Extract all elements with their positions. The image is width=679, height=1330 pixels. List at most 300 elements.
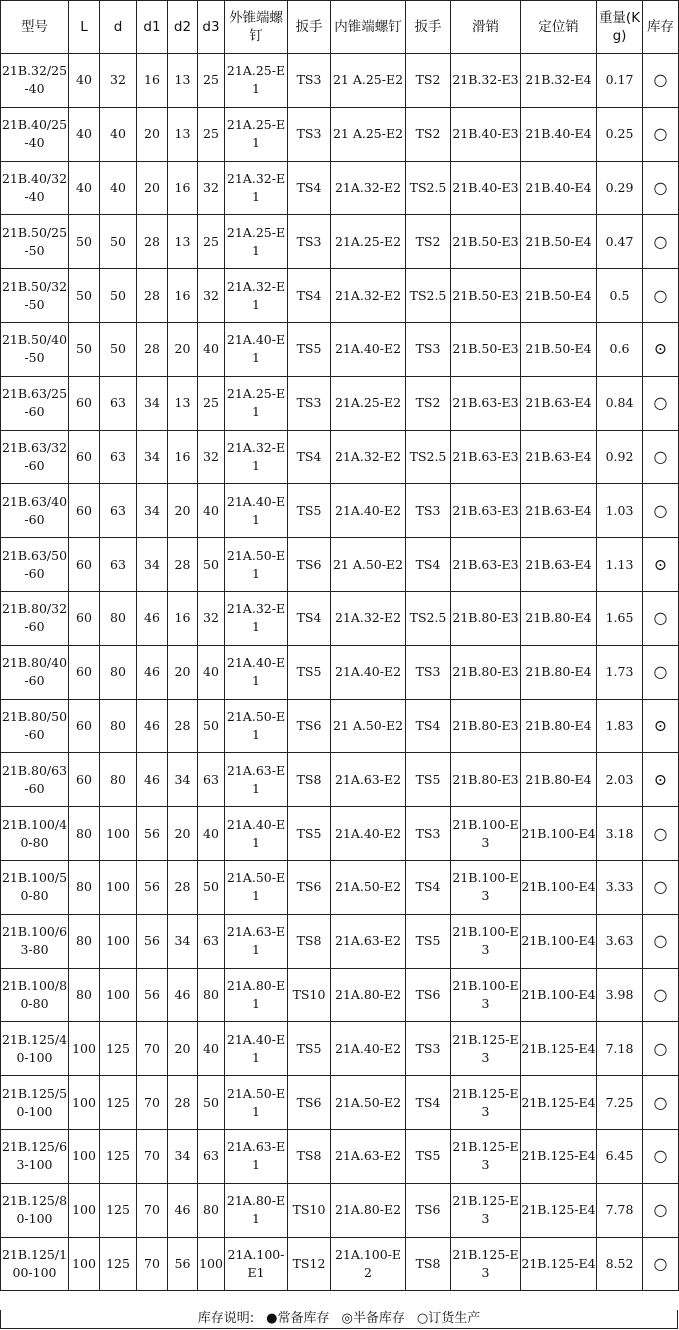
- header-slide-pin: 滑销: [451, 1, 521, 54]
- cell-outer-screw: 21A.32-E1: [225, 430, 288, 484]
- cell-weight: 1.73: [597, 645, 643, 699]
- cell-l: 60: [69, 538, 100, 592]
- cell-locating-pin: 21B.50-E4: [521, 322, 597, 376]
- cell-wrench-1: TS5: [288, 484, 331, 538]
- cell-d3: 40: [198, 484, 225, 538]
- cell-stock: ○: [643, 215, 679, 269]
- cell-inner-screw: 21A.32-E2: [331, 430, 406, 484]
- cell-d1: 46: [137, 591, 168, 645]
- table-row: [1, 1237, 679, 1291]
- cell-d: 125: [100, 1129, 137, 1183]
- cell-d3: 50: [198, 860, 225, 914]
- cell-outer-screw: 21A.25-E1: [225, 54, 288, 108]
- cell-stock: ○: [643, 161, 679, 215]
- cell-locating-pin: 21B.80-E4: [521, 645, 597, 699]
- cell-stock: ○: [643, 1237, 679, 1291]
- header-d: d: [100, 1, 137, 54]
- cell-slide-pin: 21B.63-E3: [451, 430, 521, 484]
- cell-outer-screw: 21A.32-E1: [225, 161, 288, 215]
- cell-inner-screw: 21A.63-E2: [331, 753, 406, 807]
- cell-locating-pin: 21B.100-E4: [521, 807, 597, 861]
- header-wrench-2: 扳手: [406, 1, 451, 54]
- cell-d: 50: [100, 322, 137, 376]
- cell-d: 50: [100, 269, 137, 323]
- cell-locating-pin: 21B.125-E4: [521, 1237, 597, 1291]
- cell-inner-screw: 21A.40-E2: [331, 484, 406, 538]
- cell-outer-screw: 21A.40-E1: [225, 322, 288, 376]
- cell-d1: 56: [137, 860, 168, 914]
- cell-model: 21B.63/32-60: [1, 430, 69, 484]
- cell-d1: 70: [137, 1183, 168, 1237]
- cell-outer-screw: 21A.50-E1: [225, 1076, 288, 1130]
- cell-wrench-2: TS4: [406, 699, 451, 753]
- cell-d3: 32: [198, 161, 225, 215]
- cell-d1: 70: [137, 1237, 168, 1291]
- cell-weight: 3.18: [597, 807, 643, 861]
- cell-model: 21B.125/50-100: [1, 1076, 69, 1130]
- cell-l: 100: [69, 1183, 100, 1237]
- cell-slide-pin: 21B.50-E3: [451, 322, 521, 376]
- cell-weight: 1.13: [597, 538, 643, 592]
- cell-model: 21B.80/63-60: [1, 753, 69, 807]
- cell-d: 100: [100, 968, 137, 1022]
- table-body: [1, 54, 679, 1291]
- cell-wrench-1: TS5: [288, 807, 331, 861]
- cell-l: 50: [69, 215, 100, 269]
- cell-l: 60: [69, 591, 100, 645]
- cell-d3: 25: [198, 215, 225, 269]
- cell-l: 100: [69, 1076, 100, 1130]
- cell-d2: 16: [168, 591, 198, 645]
- cell-wrench-2: TS6: [406, 1183, 451, 1237]
- cell-wrench-2: TS2.5: [406, 269, 451, 323]
- cell-locating-pin: 21B.50-E4: [521, 215, 597, 269]
- cell-wrench-1: TS8: [288, 914, 331, 968]
- cell-d: 125: [100, 1076, 137, 1130]
- cell-d3: 63: [198, 914, 225, 968]
- cell-d2: 46: [168, 1183, 198, 1237]
- cell-inner-screw: 21A.25-E2: [331, 215, 406, 269]
- cell-inner-screw: 21 A.50-E2: [331, 699, 406, 753]
- cell-wrench-1: TS6: [288, 538, 331, 592]
- cell-locating-pin: 21B.125-E4: [521, 1183, 597, 1237]
- cell-wrench-1: TS3: [288, 215, 331, 269]
- cell-weight: 0.17: [597, 54, 643, 108]
- table-row: [1, 699, 679, 753]
- cell-locating-pin: 21B.80-E4: [521, 699, 597, 753]
- cell-d3: 25: [198, 54, 225, 108]
- cell-locating-pin: 21B.63-E4: [521, 484, 597, 538]
- cell-d3: 63: [198, 1129, 225, 1183]
- cell-weight: 0.92: [597, 430, 643, 484]
- cell-l: 60: [69, 376, 100, 430]
- cell-d1: 46: [137, 699, 168, 753]
- cell-locating-pin: 21B.80-E4: [521, 753, 597, 807]
- header-l: L: [69, 1, 100, 54]
- cell-slide-pin: 21B.32-E3: [451, 54, 521, 108]
- header-locating-pin: 定位销: [521, 1, 597, 54]
- cell-slide-pin: 21B.125-E3: [451, 1076, 521, 1130]
- cell-stock: ○: [643, 807, 679, 861]
- header-d3: d3: [198, 1, 225, 54]
- cell-locating-pin: 21B.80-E4: [521, 591, 597, 645]
- cell-weight: 0.47: [597, 215, 643, 269]
- cell-stock: ○: [643, 376, 679, 430]
- cell-d: 50: [100, 215, 137, 269]
- cell-outer-screw: 21A.40-E1: [225, 645, 288, 699]
- cell-d3: 80: [198, 968, 225, 1022]
- cell-d3: 50: [198, 538, 225, 592]
- cell-inner-screw: 21A.32-E2: [331, 161, 406, 215]
- cell-wrench-2: TS2.5: [406, 430, 451, 484]
- cell-d3: 40: [198, 322, 225, 376]
- cell-stock: ○: [643, 1129, 679, 1183]
- cell-outer-screw: 21A.40-E1: [225, 807, 288, 861]
- cell-l: 100: [69, 1237, 100, 1291]
- cell-outer-screw: 21A.100-E1: [225, 1237, 288, 1291]
- cell-wrench-2: TS3: [406, 322, 451, 376]
- cell-stock: ○: [643, 107, 679, 161]
- cell-d2: 16: [168, 430, 198, 484]
- cell-wrench-2: TS2: [406, 376, 451, 430]
- cell-wrench-1: TS5: [288, 645, 331, 699]
- cell-d2: 20: [168, 1022, 198, 1076]
- cell-slide-pin: 21B.80-E3: [451, 699, 521, 753]
- header-inner-screw: 内锥端螺钉: [331, 1, 406, 54]
- cell-inner-screw: 21A.40-E2: [331, 645, 406, 699]
- cell-d3: 80: [198, 1183, 225, 1237]
- cell-outer-screw: 21A.50-E1: [225, 538, 288, 592]
- cell-model: 21B.125/63-100: [1, 1129, 69, 1183]
- cell-wrench-2: TS8: [406, 1237, 451, 1291]
- cell-slide-pin: 21B.50-E3: [451, 215, 521, 269]
- cell-l: 60: [69, 753, 100, 807]
- cell-weight: 3.63: [597, 914, 643, 968]
- cell-l: 60: [69, 484, 100, 538]
- cell-wrench-1: TS10: [288, 968, 331, 1022]
- header-wrench-1: 扳手: [288, 1, 331, 54]
- cell-inner-screw: 21A.100-E2: [331, 1237, 406, 1291]
- cell-l: 50: [69, 322, 100, 376]
- cell-d1: 16: [137, 54, 168, 108]
- cell-stock: ○: [643, 645, 679, 699]
- cell-d: 80: [100, 645, 137, 699]
- cell-wrench-1: TS4: [288, 430, 331, 484]
- cell-outer-screw: 21A.25-E1: [225, 376, 288, 430]
- cell-slide-pin: 21B.80-E3: [451, 645, 521, 699]
- cell-d2: 16: [168, 161, 198, 215]
- cell-wrench-1: TS3: [288, 107, 331, 161]
- cell-weight: 3.98: [597, 968, 643, 1022]
- cell-model: 21B.63/25-60: [1, 376, 69, 430]
- cell-inner-screw: 21A.40-E2: [331, 322, 406, 376]
- cell-model: 21B.80/40-60: [1, 645, 69, 699]
- cell-weight: 0.25: [597, 107, 643, 161]
- cell-d3: 100: [198, 1237, 225, 1291]
- cell-d: 32: [100, 54, 137, 108]
- cell-wrench-2: TS4: [406, 1076, 451, 1130]
- table-row: [1, 753, 679, 807]
- cell-stock: ○: [643, 54, 679, 108]
- cell-wrench-1: TS3: [288, 376, 331, 430]
- cell-d: 63: [100, 376, 137, 430]
- legend-item-standard: ●常备库存: [266, 1311, 330, 1326]
- cell-inner-screw: 21A.63-E2: [331, 1129, 406, 1183]
- cell-locating-pin: 21B.125-E4: [521, 1076, 597, 1130]
- cell-stock: ○: [643, 914, 679, 968]
- cell-d1: 70: [137, 1076, 168, 1130]
- cell-model: 21B.80/32-60: [1, 591, 69, 645]
- cell-weight: 0.5: [597, 269, 643, 323]
- legend-label: 库存说明:: [197, 1311, 255, 1326]
- cell-inner-screw: 21A.32-E2: [331, 591, 406, 645]
- cell-locating-pin: 21B.63-E4: [521, 430, 597, 484]
- cell-wrench-1: TS10: [288, 1183, 331, 1237]
- cell-d: 80: [100, 591, 137, 645]
- cell-inner-screw: 21A.32-E2: [331, 269, 406, 323]
- cell-d1: 46: [137, 645, 168, 699]
- cell-weight: 7.78: [597, 1183, 643, 1237]
- legend-item-semi: ◎半备库存: [341, 1311, 405, 1326]
- table-row: [1, 914, 679, 968]
- table-row: [1, 161, 679, 215]
- cell-wrench-2: TS2: [406, 54, 451, 108]
- legend-item-order: ○订货生产: [416, 1311, 481, 1326]
- cell-model: 21B.50/32-50: [1, 269, 69, 323]
- cell-stock: ○: [643, 1076, 679, 1130]
- cell-locating-pin: 21B.63-E4: [521, 538, 597, 592]
- cell-weight: 0.29: [597, 161, 643, 215]
- cell-locating-pin: 21B.40-E4: [521, 161, 597, 215]
- cell-slide-pin: 21B.100-E3: [451, 860, 521, 914]
- cell-l: 100: [69, 1022, 100, 1076]
- cell-d1: 34: [137, 484, 168, 538]
- cell-d1: 28: [137, 322, 168, 376]
- cell-weight: 2.03: [597, 753, 643, 807]
- cell-d: 125: [100, 1183, 137, 1237]
- header-outer-screw: 外锥端螺钉: [225, 1, 288, 54]
- cell-wrench-2: TS4: [406, 860, 451, 914]
- cell-wrench-1: TS4: [288, 591, 331, 645]
- cell-stock: ○: [643, 1183, 679, 1237]
- cell-weight: 8.52: [597, 1237, 643, 1291]
- cell-locating-pin: 21B.100-E4: [521, 968, 597, 1022]
- cell-locating-pin: 21B.40-E4: [521, 107, 597, 161]
- cell-inner-screw: 21 A.25-E2: [331, 107, 406, 161]
- table-row: [1, 430, 679, 484]
- cell-outer-screw: 21A.40-E1: [225, 484, 288, 538]
- table-row: [1, 107, 679, 161]
- cell-d2: 34: [168, 753, 198, 807]
- cell-d: 100: [100, 807, 137, 861]
- cell-d1: 34: [137, 376, 168, 430]
- cell-slide-pin: 21B.63-E3: [451, 484, 521, 538]
- cell-outer-screw: 21A.32-E1: [225, 591, 288, 645]
- table-row: [1, 269, 679, 323]
- cell-outer-screw: 21A.80-E1: [225, 968, 288, 1022]
- cell-d2: 13: [168, 107, 198, 161]
- cell-d: 63: [100, 484, 137, 538]
- cell-inner-screw: 21A.40-E2: [331, 1022, 406, 1076]
- table-row: [1, 645, 679, 699]
- cell-d: 100: [100, 860, 137, 914]
- cell-outer-screw: 21A.25-E1: [225, 215, 288, 269]
- table-row: [1, 215, 679, 269]
- table-row: [1, 484, 679, 538]
- cell-outer-screw: 21A.63-E1: [225, 914, 288, 968]
- cell-weight: 0.6: [597, 322, 643, 376]
- cell-locating-pin: 21B.125-E4: [521, 1129, 597, 1183]
- cell-wrench-2: TS2: [406, 107, 451, 161]
- cell-l: 80: [69, 807, 100, 861]
- cell-l: 40: [69, 161, 100, 215]
- cell-weight: 7.18: [597, 1022, 643, 1076]
- cell-wrench-2: TS2: [406, 215, 451, 269]
- cell-d3: 50: [198, 1076, 225, 1130]
- cell-d3: 40: [198, 1022, 225, 1076]
- cell-d: 80: [100, 753, 137, 807]
- cell-weight: 3.33: [597, 860, 643, 914]
- cell-wrench-2: TS6: [406, 968, 451, 1022]
- cell-stock: ○: [643, 968, 679, 1022]
- cell-model: 21B.63/40-60: [1, 484, 69, 538]
- table-row: [1, 1022, 679, 1076]
- cell-d: 125: [100, 1237, 137, 1291]
- cell-d3: 25: [198, 107, 225, 161]
- cell-outer-screw: 21A.32-E1: [225, 269, 288, 323]
- table-row: [1, 538, 679, 592]
- cell-model: 21B.125/80-100: [1, 1183, 69, 1237]
- cell-outer-screw: 21A.63-E1: [225, 753, 288, 807]
- cell-d3: 32: [198, 591, 225, 645]
- cell-wrench-2: TS5: [406, 1129, 451, 1183]
- cell-l: 40: [69, 107, 100, 161]
- cell-wrench-2: TS2.5: [406, 161, 451, 215]
- cell-slide-pin: 21B.125-E3: [451, 1022, 521, 1076]
- cell-wrench-2: TS3: [406, 484, 451, 538]
- cell-weight: 1.65: [597, 591, 643, 645]
- cell-l: 40: [69, 54, 100, 108]
- table-row: [1, 376, 679, 430]
- cell-inner-screw: 21A.40-E2: [331, 807, 406, 861]
- cell-slide-pin: 21B.125-E3: [451, 1183, 521, 1237]
- cell-locating-pin: 21B.50-E4: [521, 269, 597, 323]
- cell-l: 80: [69, 914, 100, 968]
- header-row: [1, 1, 679, 54]
- cell-model: 21B.32/25-40: [1, 54, 69, 108]
- cell-stock: ○: [643, 269, 679, 323]
- cell-outer-screw: 21A.80-E1: [225, 1183, 288, 1237]
- cell-d2: 28: [168, 538, 198, 592]
- cell-stock: ○: [643, 430, 679, 484]
- table-row: [1, 1076, 679, 1130]
- cell-l: 80: [69, 968, 100, 1022]
- cell-d2: 28: [168, 699, 198, 753]
- cell-outer-screw: 21A.40-E1: [225, 1022, 288, 1076]
- cell-model: 21B.50/25-50: [1, 215, 69, 269]
- cell-d: 100: [100, 914, 137, 968]
- cell-stock: ⊙: [643, 699, 679, 753]
- table-row: [1, 1129, 679, 1183]
- cell-weight: 1.83: [597, 699, 643, 753]
- cell-inner-screw: 21A.80-E2: [331, 1183, 406, 1237]
- cell-d: 40: [100, 107, 137, 161]
- cell-d1: 70: [137, 1022, 168, 1076]
- cell-model: 21B.100/40-80: [1, 807, 69, 861]
- cell-locating-pin: 21B.32-E4: [521, 54, 597, 108]
- cell-d2: 20: [168, 484, 198, 538]
- cell-d2: 16: [168, 269, 198, 323]
- cell-d1: 70: [137, 1129, 168, 1183]
- cell-slide-pin: 21B.63-E3: [451, 538, 521, 592]
- header-model: 型号: [1, 1, 69, 54]
- cell-d1: 56: [137, 807, 168, 861]
- cell-wrench-1: TS8: [288, 753, 331, 807]
- cell-outer-screw: 21A.63-E1: [225, 1129, 288, 1183]
- cell-inner-screw: 21A.25-E2: [331, 376, 406, 430]
- cell-d1: 20: [137, 107, 168, 161]
- cell-d2: 13: [168, 215, 198, 269]
- cell-d2: 28: [168, 860, 198, 914]
- cell-inner-screw: 21A.63-E2: [331, 914, 406, 968]
- cell-d3: 25: [198, 376, 225, 430]
- table-row: [1, 1183, 679, 1237]
- cell-l: 60: [69, 645, 100, 699]
- cell-d1: 28: [137, 215, 168, 269]
- cell-d3: 63: [198, 753, 225, 807]
- cell-wrench-2: TS3: [406, 1022, 451, 1076]
- cell-d3: 40: [198, 645, 225, 699]
- cell-wrench-1: TS6: [288, 860, 331, 914]
- cell-model: 21B.63/50-60: [1, 538, 69, 592]
- cell-wrench-1: TS6: [288, 1076, 331, 1130]
- cell-outer-screw: 21A.50-E1: [225, 860, 288, 914]
- cell-model: 21B.40/32-40: [1, 161, 69, 215]
- cell-d1: 56: [137, 914, 168, 968]
- cell-l: 80: [69, 860, 100, 914]
- cell-d1: 34: [137, 430, 168, 484]
- header-weight: 重量(Kg): [597, 1, 643, 54]
- cell-d2: 20: [168, 322, 198, 376]
- cell-wrench-2: TS3: [406, 645, 451, 699]
- cell-d2: 13: [168, 376, 198, 430]
- cell-slide-pin: 21B.125-E3: [451, 1129, 521, 1183]
- cell-inner-screw: 21A.50-E2: [331, 1076, 406, 1130]
- cell-d1: 56: [137, 968, 168, 1022]
- table-row: [1, 322, 679, 376]
- cell-model: 21B.50/40-50: [1, 322, 69, 376]
- cell-d2: 13: [168, 54, 198, 108]
- cell-stock: ⊙: [643, 538, 679, 592]
- cell-inner-screw: 21A.50-E2: [331, 860, 406, 914]
- cell-locating-pin: 21B.100-E4: [521, 860, 597, 914]
- cell-slide-pin: 21B.63-E3: [451, 376, 521, 430]
- cell-wrench-2: TS5: [406, 753, 451, 807]
- cell-slide-pin: 21B.40-E3: [451, 161, 521, 215]
- header-stock: 库存: [643, 1, 679, 54]
- cell-wrench-2: TS4: [406, 538, 451, 592]
- cell-stock: ○: [643, 1022, 679, 1076]
- header-d2: d2: [168, 1, 198, 54]
- cell-outer-screw: 21A.50-E1: [225, 699, 288, 753]
- cell-wrench-1: TS4: [288, 161, 331, 215]
- stock-legend: [0, 1310, 678, 1329]
- cell-l: 60: [69, 699, 100, 753]
- cell-stock: ○: [643, 591, 679, 645]
- cell-model: 21B.40/25-40: [1, 107, 69, 161]
- cell-d2: 56: [168, 1237, 198, 1291]
- cell-wrench-1: TS6: [288, 699, 331, 753]
